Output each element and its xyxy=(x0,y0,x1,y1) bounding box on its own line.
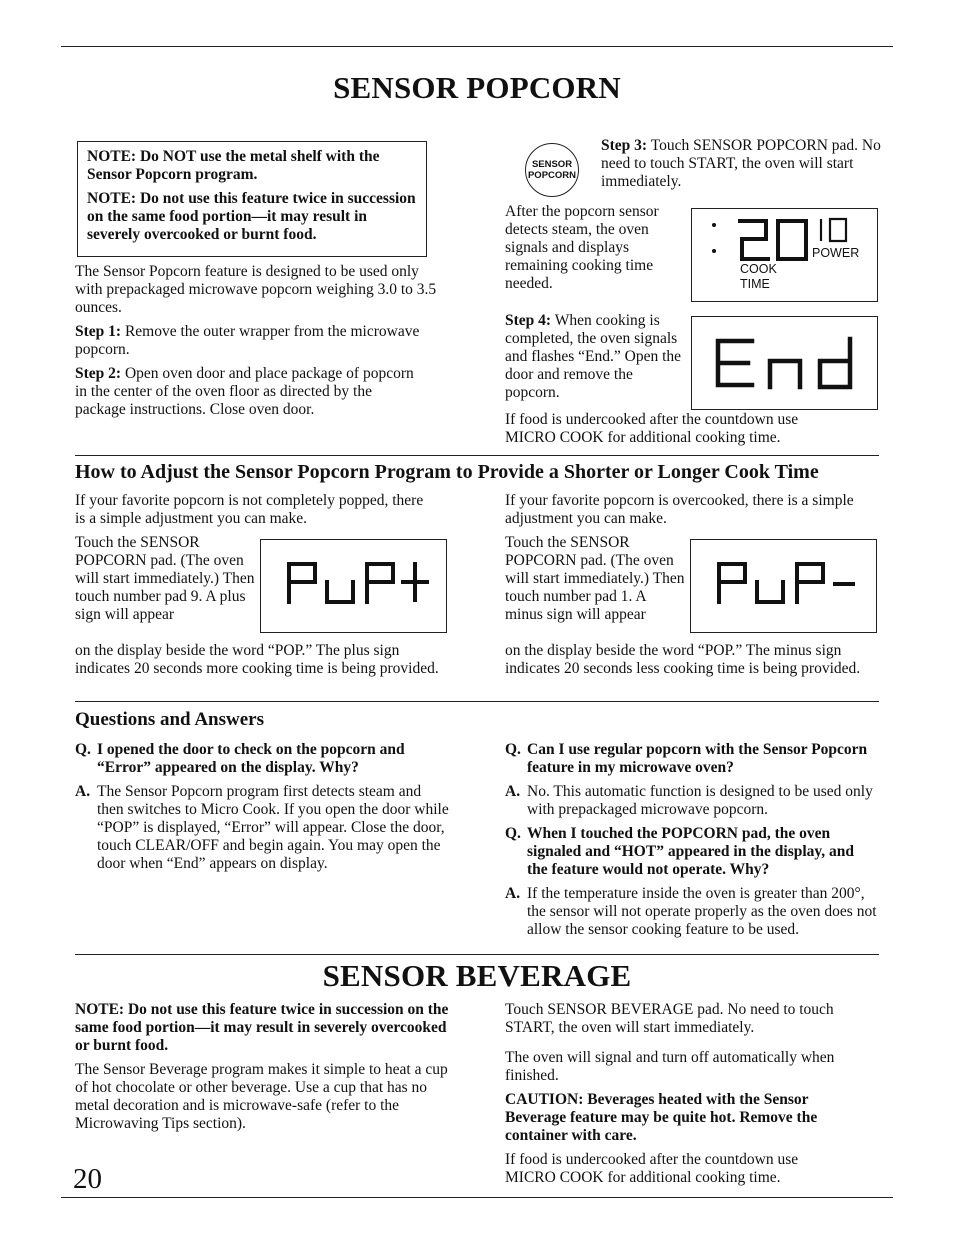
display-dot-icon xyxy=(712,249,716,253)
adjust-left-intro: If your favorite popcorn is not completely popped, there is a simple adjustment you can make. xyxy=(75,492,424,527)
q1-label: Q. xyxy=(75,741,91,758)
pop-plus-display xyxy=(260,539,447,633)
step4-label: Step 4: xyxy=(505,312,552,329)
adjust-right-touch: Touch the SENSOR POPCORN pad. (The oven will start immediately.) Then touch number pad 1. A minus sign will appear xyxy=(505,534,685,623)
adjust-left-touch: Touch the SENSOR POPCORN pad. (The oven will start immediately.) Then touch number pad 9. A plus sign will appear xyxy=(75,534,255,623)
time-label: TIME xyxy=(740,277,770,291)
step4-text: When cooking is completed, the oven signals and flashes “End.” Open the door and remove the popcorn. xyxy=(505,312,682,401)
step1-label: Step 1: xyxy=(75,323,122,340)
pad-line2: POPCORN xyxy=(527,170,577,181)
display-digits-10-icon xyxy=(816,217,850,243)
answer-2 xyxy=(505,783,880,819)
adjust-heading: How to Adjust the Sensor Popcorn Program to Provide a Shorter or Longer Cook Time xyxy=(75,461,819,483)
q2-text: Can I use regular popcorn with the Sensor Popcorn feature in my microwave oven? xyxy=(527,741,868,776)
top-rule xyxy=(61,46,893,47)
step3 xyxy=(601,137,886,191)
section-rule-3 xyxy=(75,954,879,955)
note-metal-shelf: NOTE: Do NOT use the metal shelf with the Sensor Popcorn program. xyxy=(87,148,380,183)
a1-label: A. xyxy=(75,783,91,800)
popcorn-intro: The Sensor Popcorn feature is designed to be used only with prepackaged microwave popcorn weighing 3.0 to 3.5 ounces. xyxy=(75,263,437,316)
beverage-note: NOTE: Do not use this feature twice in succession on the same food portion—it may result in severely overcooked or burnt food. xyxy=(75,1001,449,1054)
adjust-right-intro: If your favorite popcorn is overcooked, there is a simple adjustment you can make. xyxy=(505,492,854,527)
adjust-left-cont: on the display beside the word “POP.” The plus sign indicates 20 seconds more cooking time is being provided. xyxy=(75,642,439,677)
answer-3 xyxy=(505,885,883,939)
a1-text: The Sensor Popcorn program first detects steam and then switches to Micro Cook. If you open the door while “POP” is displayed, “Error” will appear. Close the door, touch CLEAR/OFF and begin again. You may open the door when “End” appears on display. xyxy=(97,783,449,872)
q3-text: When I touched the POPCORN pad, the oven signaled and “HOT” appeared in the display, and the feature would not operate. Why? xyxy=(527,825,855,878)
sensor-popcorn-pad-icon xyxy=(525,143,579,197)
cook-label: COOK xyxy=(740,262,777,276)
a3-text: If the temperature inside the oven is greater than 200°, the sensor will not operate properly as the oven does not allow the sensor cooking feature to be used. xyxy=(527,885,877,938)
countdown-display xyxy=(691,208,878,302)
beverage-signal: The oven will signal and turn off automatically when finished. xyxy=(505,1049,835,1084)
q3-label: Q. xyxy=(505,825,521,842)
q1-text: I opened the door to check on the popcorn and “Error” appeared on the display. Why? xyxy=(97,741,405,776)
power-label: POWER xyxy=(812,246,860,260)
page-title-sensor-beverage: SENSOR BEVERAGE xyxy=(322,958,632,993)
after-sensor-text: After the popcorn sensor detects steam, the oven signals and displays remaining cooking time needed. xyxy=(505,203,659,292)
beverage-touch: Touch SENSOR BEVERAGE pad. No need to touch START, the oven will start immediately. xyxy=(505,1001,834,1036)
bottom-rule xyxy=(61,1197,893,1198)
pad-line1: SENSOR xyxy=(531,159,573,170)
a2-text: No. This automatic function is designed to be used only with prepackaged microwave popcorn. xyxy=(527,783,873,818)
end-display xyxy=(691,316,878,410)
step1-text: Remove the outer wrapper from the microwave popcorn. xyxy=(75,323,420,358)
question-3 xyxy=(505,825,870,879)
answer-1 xyxy=(75,783,450,873)
pop-minus-display xyxy=(690,539,877,633)
page-number: 20 xyxy=(73,1163,102,1195)
page-title-sensor-popcorn: SENSOR POPCORN xyxy=(333,70,621,105)
beverage-undercooked: If food is undercooked after the countdown use MICRO COOK for additional cooking time. xyxy=(505,1151,799,1186)
qa-heading: Questions and Answers xyxy=(75,709,264,730)
note-box xyxy=(77,141,427,257)
display-pop-minus-icon xyxy=(713,560,859,606)
popcorn-undercooked: If food is undercooked after the countdown use MICRO COOK for additional cooking time. xyxy=(505,411,799,446)
step2-text: Open oven door and place package of popcorn in the center of the oven floor as directed by the package instructions. Close oven door. xyxy=(75,365,414,418)
q2-label: Q. xyxy=(505,741,521,758)
display-digits-20-icon xyxy=(736,217,812,263)
question-2 xyxy=(505,741,870,777)
step3-label: Step 3: xyxy=(601,137,648,154)
beverage-intro: The Sensor Beverage program makes it simple to heat a cup of hot chocolate or other beverage. Use a cup that has no metal decoration and is microwave-safe (refer to the Microwaving Tips section). xyxy=(75,1061,448,1132)
step4 xyxy=(505,312,683,402)
step2 xyxy=(75,365,425,419)
step3-text: Touch SENSOR POPCORN pad. No need to touch START, the oven will start immediately. xyxy=(601,137,881,190)
section-rule-2 xyxy=(75,701,879,702)
question-1 xyxy=(75,741,450,777)
display-colon-icon xyxy=(712,223,716,227)
beverage-caution: CAUTION: Beverages heated with the Sensor Beverage feature may be quite hot. Remove the container with care. xyxy=(505,1091,818,1144)
display-pop-plus-icon xyxy=(283,560,429,606)
a3-label: A. xyxy=(505,885,521,902)
step2-label: Step 2: xyxy=(75,365,122,382)
step1 xyxy=(75,323,435,359)
adjust-right-cont: on the display beside the word “POP.” The minus sign indicates 20 seconds less cooking time is being provided. xyxy=(505,642,861,677)
a2-label: A. xyxy=(505,783,521,800)
section-rule-1 xyxy=(75,455,879,456)
display-end-icon xyxy=(712,335,856,393)
note-twice: NOTE: Do not use this feature twice in succession on the same food portion—it may result in severely overcooked or burnt food. xyxy=(87,190,416,243)
